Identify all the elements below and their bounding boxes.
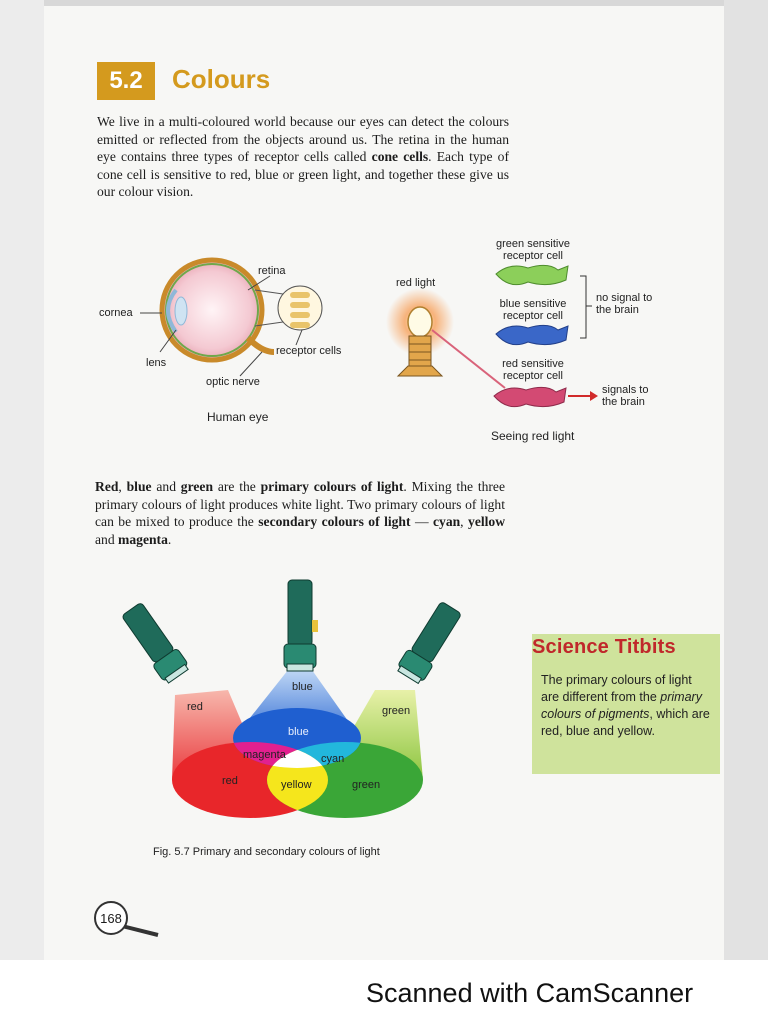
label-blue-cell: blue sensitive receptor cell bbox=[499, 298, 567, 322]
section-number: 5.2 bbox=[97, 62, 155, 100]
primary-colours-paragraph: Red, blue and green are the primary colours of light. Mixing the three primary colours of light produces white light. Two primary colours of light can be mixed to produce the secondary colours of light — cyan, yellow and magenta. bbox=[95, 479, 506, 547]
label-cyan: cyan bbox=[321, 753, 345, 765]
label-yellow: yellow bbox=[281, 779, 312, 791]
human-eye-diagram bbox=[140, 260, 322, 376]
label-lens: lens bbox=[146, 357, 167, 369]
section-title: Colours bbox=[172, 64, 271, 94]
page-number: 168 bbox=[94, 901, 128, 935]
label-optic-nerve: optic nerve bbox=[206, 376, 260, 388]
titbits-heading: Science Titbits bbox=[532, 636, 676, 658]
label-magenta: magenta bbox=[243, 749, 286, 761]
label-beam-blue: blue bbox=[292, 681, 313, 693]
label-circle-blue: blue bbox=[288, 726, 309, 738]
flashlight-left bbox=[119, 600, 191, 684]
titbits-body: The primary colours of light are different from the primary colours of pigments, which are red, blue and yellow. bbox=[541, 673, 710, 738]
label-circle-green: green bbox=[352, 779, 381, 791]
label-retina: retina bbox=[258, 265, 286, 277]
label-no-signal: no signal to the brain bbox=[596, 292, 653, 316]
caption-seeing-red-light: Seeing red light bbox=[491, 429, 575, 443]
label-green-cell: green sensitive receptor cell bbox=[496, 238, 570, 262]
magnifier-handle bbox=[122, 926, 158, 935]
label-red-cell: red sensitive receptor cell bbox=[502, 358, 564, 382]
figure-caption: Fig. 5.7 Primary and secondary colours of light bbox=[153, 846, 380, 858]
label-circle-red: red bbox=[222, 775, 238, 787]
label-signals: signals to the brain bbox=[602, 384, 649, 408]
caption-human-eye: Human eye bbox=[207, 410, 269, 424]
label-beam-green: green bbox=[382, 705, 411, 717]
intro-paragraph: We live in a multi-coloured world because our eyes can detect the colours emitted or reflected from the objects around us. The retina in the human eye contains three types of receptor cells called cone cells. Each type of cone cell is sensitive to red, blue or green light, and together these give us our colour vision. bbox=[97, 114, 509, 199]
label-cornea: cornea bbox=[99, 307, 133, 319]
label-red-light: red light bbox=[396, 277, 436, 289]
scanner-watermark: Scanned with CamScanner bbox=[366, 978, 694, 1008]
label-receptor-cells: receptor cells bbox=[276, 345, 342, 357]
flashlight-center bbox=[284, 580, 318, 671]
label-beam-red: red bbox=[187, 701, 203, 713]
flashlight-right bbox=[395, 600, 464, 685]
